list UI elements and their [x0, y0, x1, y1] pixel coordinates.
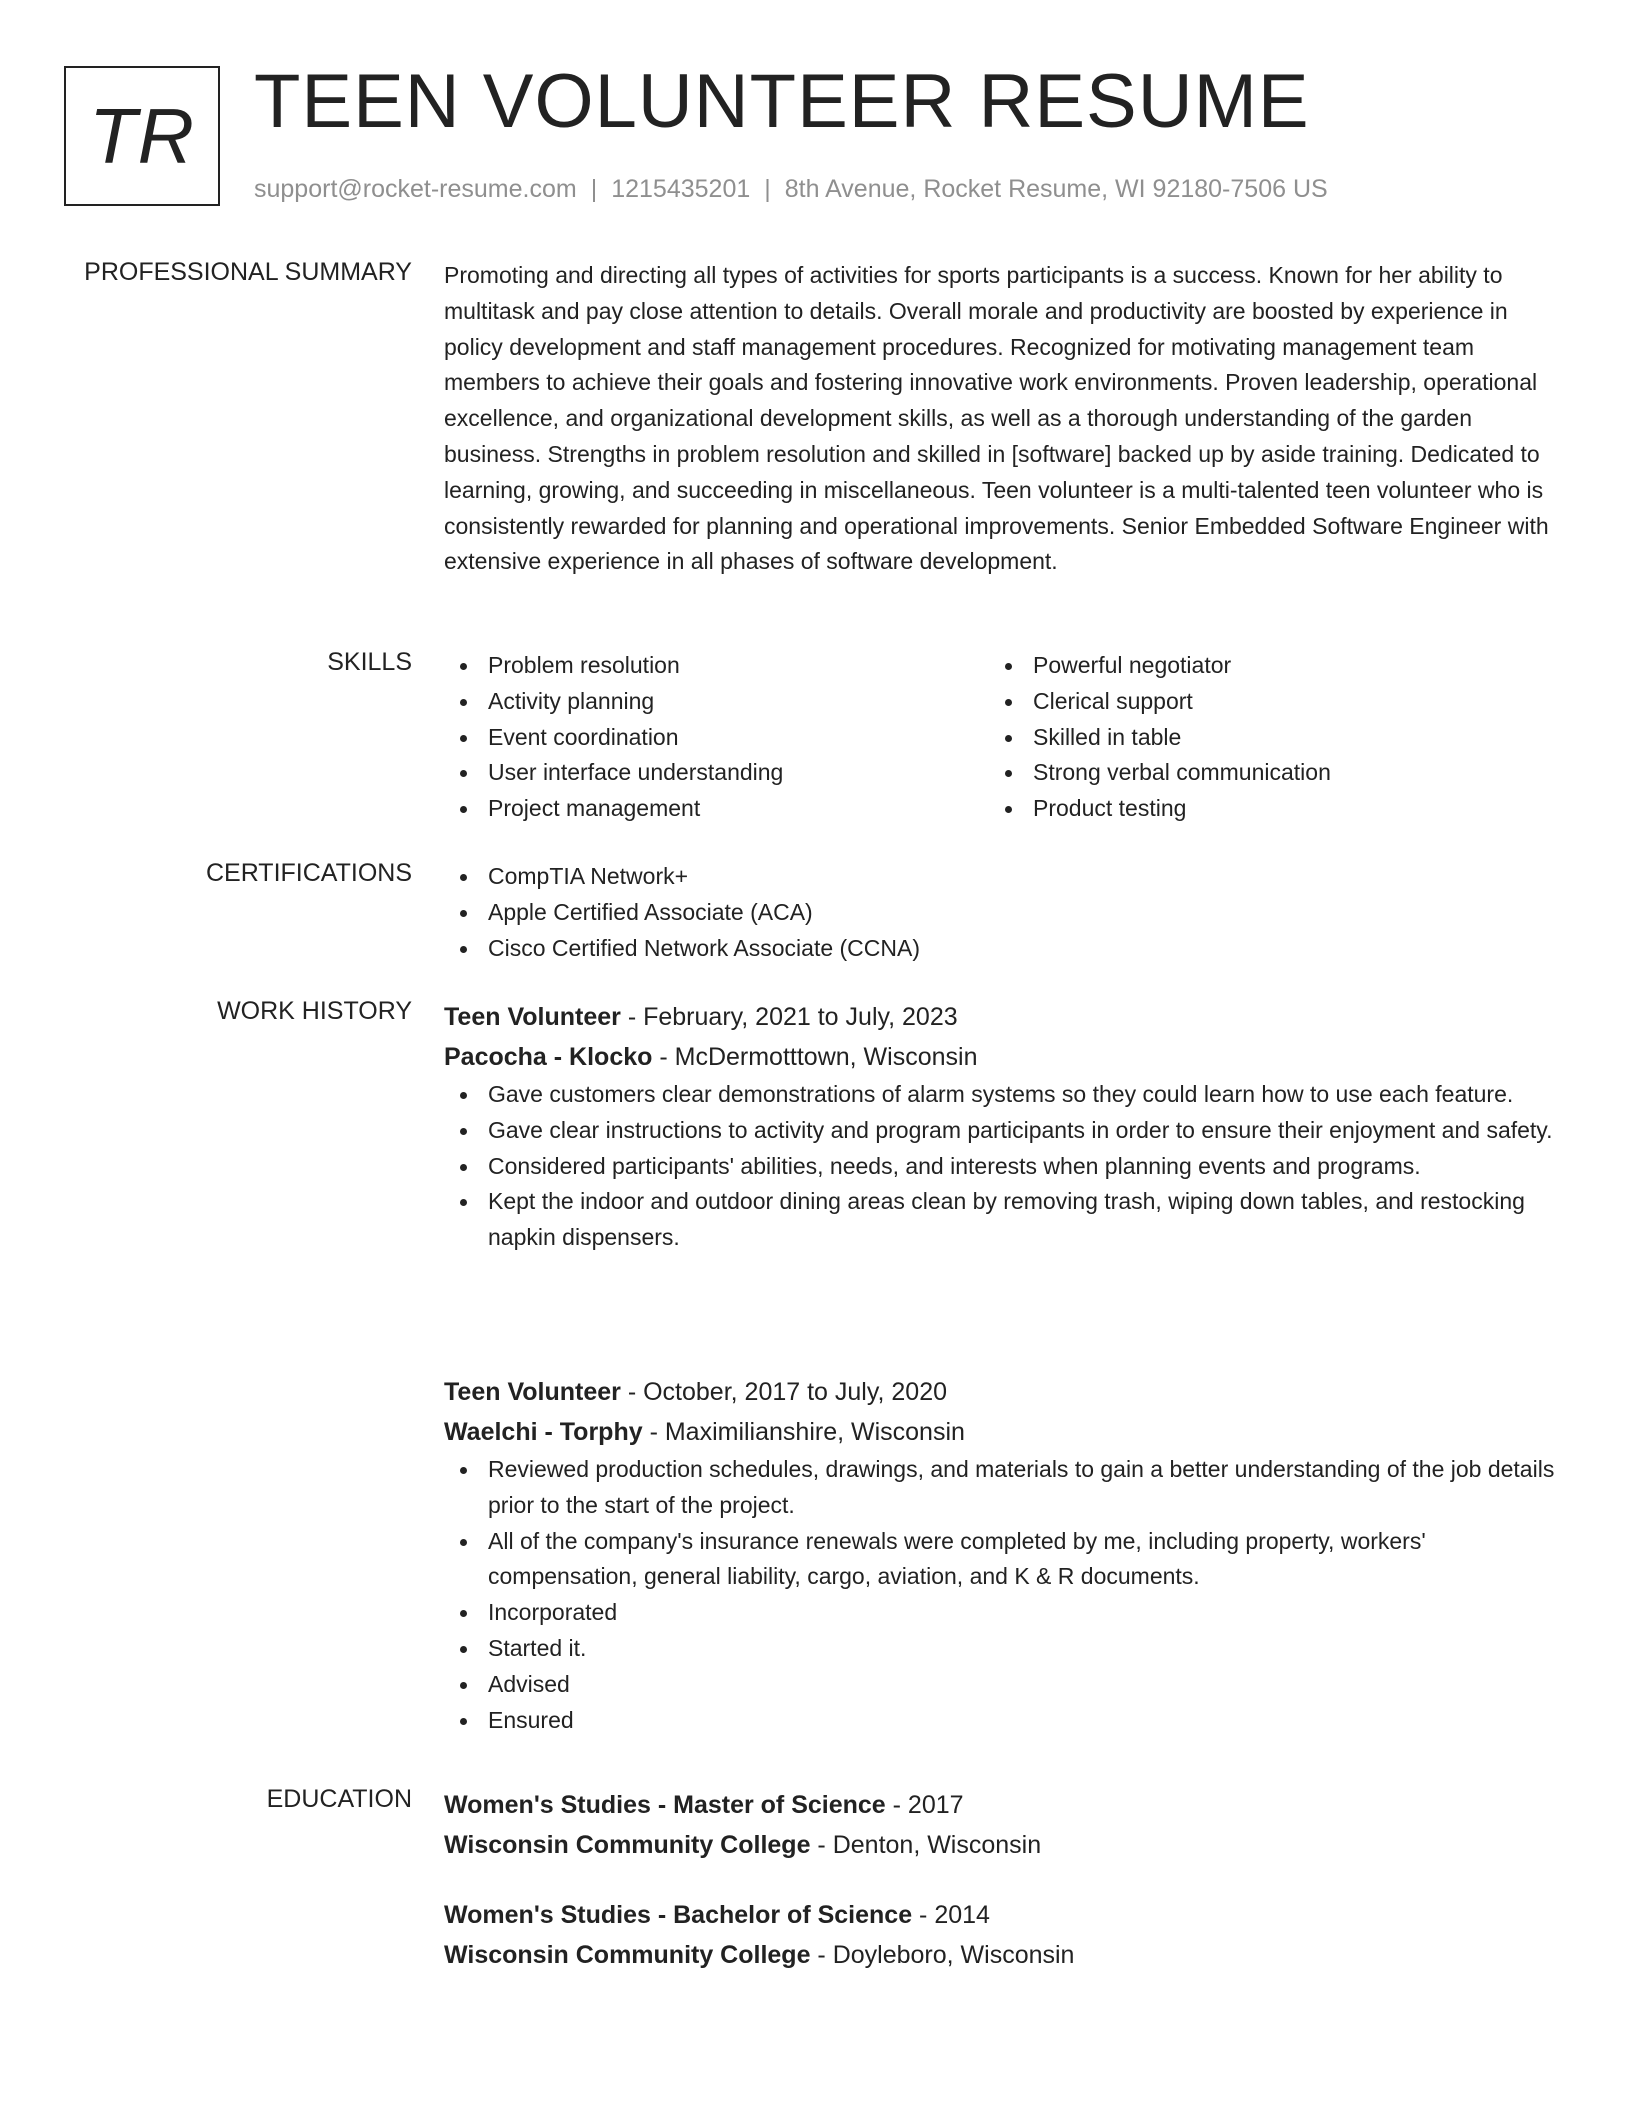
skills-grid: [444, 648, 1560, 827]
education-school-line: [444, 1935, 1560, 1975]
list-item: CompTIA Network+: [444, 859, 1560, 895]
education-school: Wisconsin Community College: [444, 1831, 811, 1859]
monogram-logo: [64, 66, 220, 206]
education-year: - 2017: [885, 1791, 964, 1819]
education-school: Wisconsin Community College: [444, 1941, 811, 1969]
certifications-body: [444, 859, 1560, 966]
education-location: - Denton, Wisconsin: [810, 1831, 1042, 1859]
job-company: Pacocha - Klocko: [444, 1043, 653, 1071]
list-item: Reviewed production schedules, drawings, and materials to gain a better understanding of the job details prior to the start of the project.: [444, 1452, 1560, 1524]
education-body: [444, 1785, 1560, 2005]
skills-list-left: [444, 648, 989, 827]
job-company: Waelchi - Torphy: [444, 1418, 643, 1446]
list-item: Gave clear instructions to activity and program participants in order to ensure their enjoyment and safety.: [444, 1113, 1560, 1149]
list-item: Ensured: [444, 1703, 1560, 1739]
skills-list-right: [989, 648, 1534, 827]
job-location: - Maximilianshire, Wisconsin: [642, 1418, 965, 1446]
list-item: User interface understanding: [444, 755, 989, 791]
list-item: Powerful negotiator: [989, 648, 1534, 684]
job-location: - McDermotttown, Wisconsin: [652, 1043, 978, 1071]
resume-title: TEEN VOLUNTEER RESUME: [254, 59, 1310, 144]
section-title-education: EDUCATION: [266, 1785, 412, 1813]
job-entry: [444, 1372, 1560, 1738]
list-item: All of the company's insurance renewals were completed by me, including property, workers' compensation, general liability, cargo, aviation, and K & R documents.: [444, 1524, 1560, 1596]
education-degree-line: [444, 1785, 1560, 1825]
education-degree: Women's Studies - Bachelor of Science: [444, 1901, 913, 1929]
education-year: - 2014: [912, 1901, 990, 1929]
list-item: Apple Certified Associate (ACA): [444, 895, 1560, 931]
list-item: Considered participants' abilities, needs, and interests when planning events and programs.: [444, 1149, 1560, 1185]
contact-address: 8th Avenue, Rocket Resume, WI 92180-7506 US: [784, 175, 1328, 203]
job-company-line: [444, 1037, 1560, 1077]
list-item: Event coordination: [444, 720, 989, 756]
list-item: Problem resolution: [444, 648, 989, 684]
list-item: Cisco Certified Network Associate (CCNA): [444, 931, 1560, 967]
monogram-initials: TR: [89, 91, 195, 180]
list-item: Gave customers clear demonstrations of alarm systems so they could learn how to use each feature.: [444, 1077, 1560, 1113]
list-item: Activity planning: [444, 684, 989, 720]
work-history-body-2: [444, 1372, 1560, 1738]
section-title-certifications: CERTIFICATIONS: [205, 859, 412, 887]
list-item: Strong verbal communication: [989, 755, 1534, 791]
education-school-line: [444, 1825, 1560, 1865]
job-company-line: [444, 1412, 1560, 1452]
section-title-summary: PROFESSIONAL SUMMARY: [84, 258, 412, 286]
contact-separator: |: [764, 175, 771, 203]
job-role: Teen Volunteer: [444, 1378, 621, 1406]
contact-line: [254, 175, 1328, 204]
job-role: Teen Volunteer: [444, 1003, 621, 1031]
list-item: Advised: [444, 1667, 1560, 1703]
skills-body: [444, 648, 1560, 827]
list-item: Project management: [444, 791, 989, 827]
contact-separator: |: [590, 175, 598, 203]
job-title-line: [444, 997, 1560, 1037]
job-entry: [444, 997, 1560, 1256]
job-duties-list: [444, 1077, 1560, 1256]
summary-text: Promoting and directing all types of activities for sports participants is a success. Known for her ability to multitask and pay close attention to details. Overall morale and productivity are boosted by experience in policy development and staff management procedures. Recognized for motivating management team members to achieve their goals and fostering innovative work environments. Proven leadership, operational excellence, and organizational development skills, as well as a thorough understanding of the garden business. Strengths in problem resolution and skilled in [software] backed up by aside training. Dedicated to learning, growing, and succeeding in miscellaneous. Teen volunteer is a multi-talented teen volunteer who is consistently rewarded for planning and operational improvements. Senior Embedded Software Engineer with extensive experience in all phases of software development.: [444, 262, 1549, 575]
list-item: Clerical support: [989, 684, 1534, 720]
education-degree-line: [444, 1895, 1560, 1935]
summary-body: [444, 258, 1560, 580]
section-title-skills: SKILLS: [327, 648, 412, 676]
education-degree: Women's Studies - Master of Science: [444, 1791, 886, 1819]
education-entry: [444, 1785, 1560, 1865]
job-dates: - February, 2021 to July, 2023: [620, 1003, 958, 1031]
contact-phone[interactable]: 1215435201: [611, 175, 751, 203]
contact-email[interactable]: support@rocket-resume.com: [254, 175, 577, 203]
work-history-body: [444, 997, 1560, 1256]
list-item: Skilled in table: [989, 720, 1534, 756]
education-entry: [444, 1895, 1560, 1975]
list-item: Kept the indoor and outdoor dining areas clean by removing trash, wiping down tables, and restocking napkin dispensers.: [444, 1184, 1560, 1256]
certifications-list: [444, 859, 1560, 966]
list-item: Started it.: [444, 1631, 1560, 1667]
education-location: - Doyleboro, Wisconsin: [810, 1941, 1075, 1969]
list-item: Product testing: [989, 791, 1534, 827]
job-title-line: [444, 1372, 1560, 1412]
job-duties-list: [444, 1452, 1560, 1738]
list-item: Incorporated: [444, 1595, 1560, 1631]
job-dates: - October, 2017 to July, 2020: [620, 1378, 948, 1406]
section-title-work: WORK HISTORY: [217, 997, 412, 1025]
